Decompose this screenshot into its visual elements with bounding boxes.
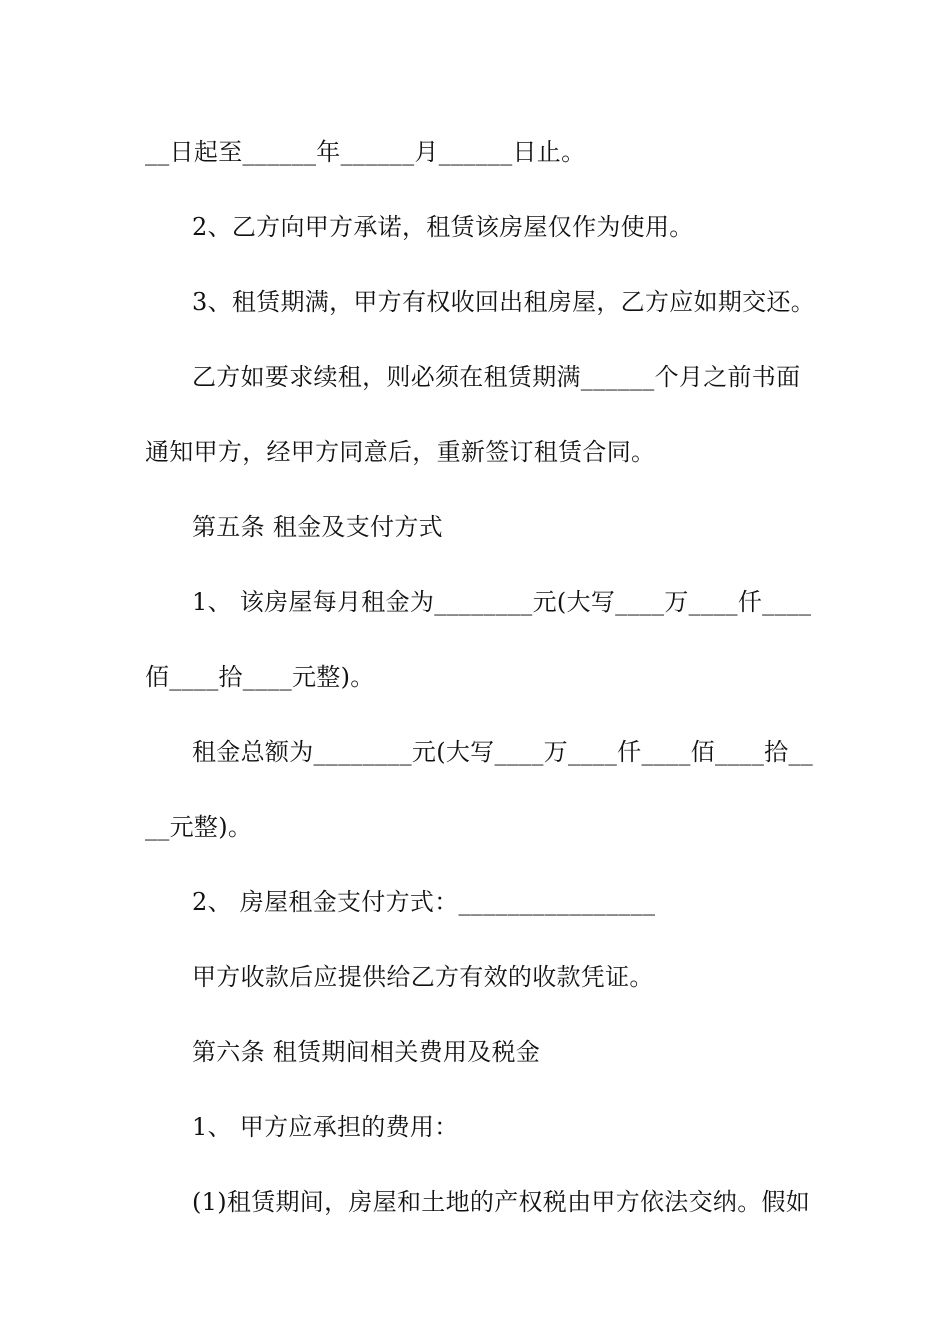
paragraph-lease-expiry: 3、租赁期满，甲方有权收回出租房屋，乙方应如期交还。 — [192, 288, 816, 316]
paragraph-monthly-rent: 1、 该房屋每月租金为________元(大写____万____仟____ — [192, 588, 812, 616]
paragraph-total-rent: 租金总额为________元(大写____万____仟____佰____拾__ — [192, 738, 814, 766]
paragraph-landlord-fees: 1、 甲方应承担的费用： — [192, 1113, 459, 1141]
paragraph-total-rent-cont: __元整)。 — [145, 813, 253, 841]
paragraph-monthly-rent-cont: 佰____拾____元整)。 — [145, 663, 375, 691]
paragraph-payment-method: 2、 房屋租金支付方式：________________ — [192, 888, 656, 916]
section-heading-article-5: 第五条 租金及支付方式 — [192, 513, 443, 541]
paragraph-property-tax: (1)租赁期间，房屋和土地的产权税由甲方依法交纳。假如 — [192, 1188, 811, 1216]
paragraph-renewal: 乙方如要求续租，则必须在租赁期满______个月之前书面 — [192, 363, 801, 391]
paragraph-usage-promise: 2、乙方向甲方承诺，租赁该房屋仅作为使用。 — [192, 213, 694, 241]
paragraph-receipt: 甲方收款后应提供给乙方有效的收款凭证。 — [192, 963, 654, 991]
section-heading-article-6: 第六条 租赁期间相关费用及税金 — [192, 1038, 541, 1066]
paragraph-lease-end-date: __日起至______年______月______日止。 — [145, 138, 586, 166]
paragraph-renewal-cont: 通知甲方，经甲方同意后，重新签订租赁合同。 — [145, 438, 656, 466]
